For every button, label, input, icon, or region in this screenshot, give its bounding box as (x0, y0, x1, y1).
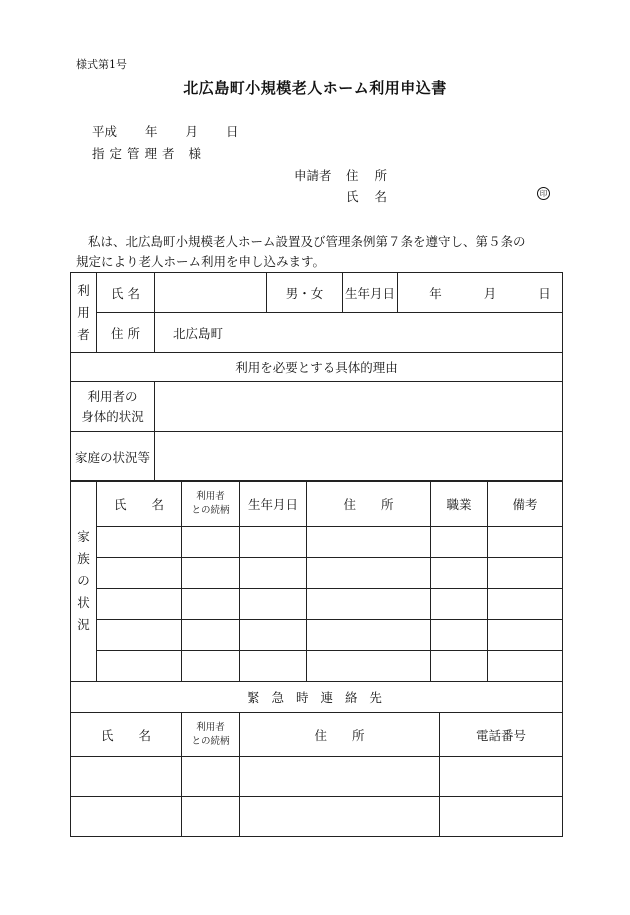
family-row (71, 589, 563, 620)
form-number: 様式第1号 (76, 58, 127, 71)
era-label: 平成 (92, 124, 118, 139)
declaration-text (76, 232, 568, 272)
birthdate-field[interactable]: 年 月 日 (398, 273, 563, 313)
emergency-col-phone: 電話番号 (440, 713, 563, 757)
month-label: 月 (185, 124, 199, 139)
addressee: 指定管理者 様 (92, 146, 206, 161)
emergency-col-address: 住 所 (240, 713, 440, 757)
family-row (71, 620, 563, 651)
emergency-table (70, 681, 563, 837)
emergency-row (71, 797, 563, 837)
emergency-header: 緊 急 時 連 絡 先 (71, 682, 563, 713)
family-row (71, 527, 563, 558)
seal-mark: 印 (537, 187, 550, 200)
family-table (70, 480, 563, 682)
family-row (71, 651, 563, 682)
year-label: 年 (145, 124, 158, 139)
applicant-address-label: 住 所 (346, 168, 393, 183)
user-address-label: 住 所 (97, 313, 155, 353)
family-row (71, 558, 563, 589)
applicant-name-label: 氏 名 (346, 189, 393, 204)
declaration-line-2: 規定により老人ホーム利用を申し込みます。 (76, 254, 326, 269)
date-line (92, 122, 239, 140)
family-status-field[interactable] (155, 432, 563, 482)
user-address-field[interactable]: 北広島町 (155, 313, 563, 353)
family-col-remarks: 備考 (488, 481, 563, 527)
applicant-label: 申請者 (294, 168, 332, 183)
family-col-address: 住 所 (307, 481, 431, 527)
user-table (70, 272, 563, 482)
declaration-line-1: 私は、北広島町小規模老人ホーム設置及び管理条例第７条を遵守し、第５条の (88, 234, 526, 249)
reason-header: 利用を必要とする具体的理由 (71, 353, 563, 382)
family-status-label: 家庭の状況等 (71, 432, 155, 482)
family-section-label: 家 族 の 状 況 (71, 481, 97, 682)
user-section-label: 利 用 者 (71, 273, 97, 353)
page-title: 北広島町小規模老人ホーム利用申込書 (183, 79, 447, 97)
physical-status-label: 利用者の 身体的状況 (71, 382, 155, 432)
emergency-col-relation: 利用者 との続柄 (182, 713, 240, 757)
family-col-job: 職業 (431, 481, 488, 527)
family-col-birth: 生年月日 (240, 481, 307, 527)
emergency-row (71, 757, 563, 797)
user-name-field[interactable] (155, 273, 267, 313)
family-col-name: 氏 名 (97, 481, 182, 527)
physical-status-field[interactable] (155, 382, 563, 432)
user-name-label: 氏 名 (97, 273, 155, 313)
gender-field[interactable]: 男・女 (267, 273, 343, 313)
birthdate-label: 生年月日 (343, 273, 398, 313)
day-label: 日 (226, 124, 239, 139)
emergency-col-name: 氏 名 (71, 713, 182, 757)
family-col-relation: 利用者 との続柄 (182, 481, 240, 527)
